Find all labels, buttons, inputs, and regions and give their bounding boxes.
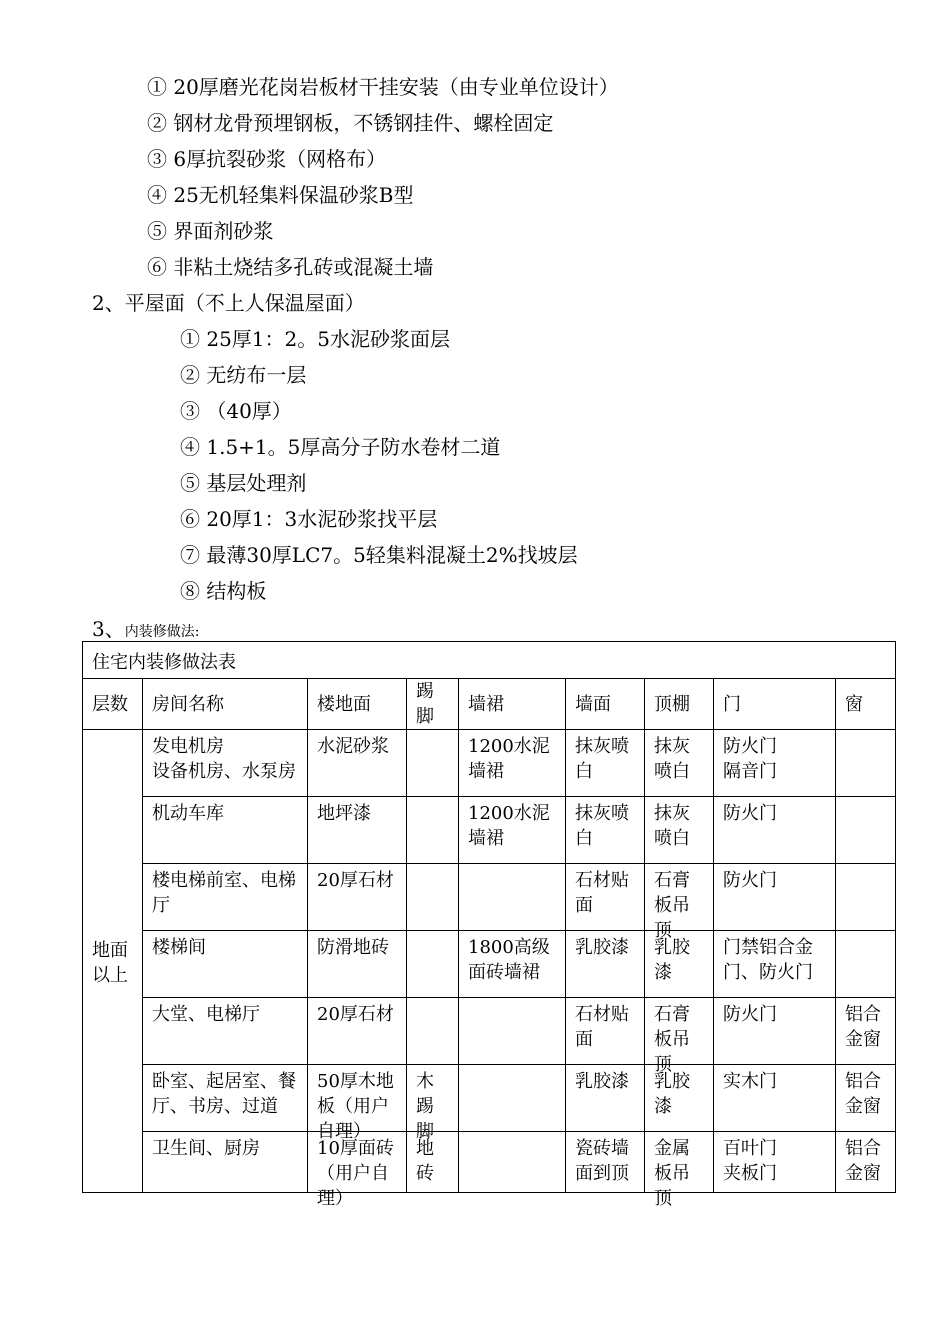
list1-item-5: ⑤ 界面剂砂浆 (147, 219, 274, 243)
cell-text: 机动车库 (152, 803, 224, 824)
cell-door (714, 998, 836, 1065)
cell-ceiling (645, 931, 714, 998)
cell-text: 防火门 (723, 1004, 777, 1025)
cell-skirting (407, 1132, 459, 1193)
cell-text: 防火门 (723, 803, 777, 824)
list2-item-3: ③ （40厚） (180, 399, 292, 423)
cell-text: 地坪漆 (317, 803, 371, 824)
cell-text: 乳胶漆 (575, 937, 629, 958)
cell-text: 铝合金窗 (845, 1004, 881, 1050)
cell-text: 水泥砂浆 (317, 736, 389, 757)
interior-finish-table (82, 641, 896, 1209)
table-row (83, 797, 896, 864)
list2-item-2: ② 无纺布一层 (180, 363, 307, 387)
cell-text: 大堂、电梯厅 (152, 1004, 260, 1025)
cell-text: 10厚面砖（用户自理） (317, 1138, 394, 1209)
cell-room (143, 998, 308, 1065)
cell-text: 石膏板吊顶 (654, 870, 690, 941)
cell-wall (566, 998, 645, 1065)
cell-text (468, 1002, 557, 1064)
table-row (83, 1065, 896, 1132)
cell-floor-finish (308, 730, 407, 797)
list2-item-4: ④ 1.5+1。5厚高分子防水卷材二道 (180, 435, 501, 459)
cell-text (845, 935, 887, 997)
list1-item-2: ② 钢材龙骨预埋钢板，不锈钢挂件、螺栓固定 (147, 111, 554, 135)
cell-floor-finish (308, 1132, 407, 1209)
header-skirting: 踢脚 (407, 679, 459, 730)
table-row (83, 864, 896, 931)
cell-skirting (407, 797, 459, 864)
cell-text: 楼电梯前室、电梯厅 (152, 870, 296, 916)
header-window: 窗 (836, 679, 896, 730)
table-body (83, 730, 896, 1209)
cell-window (836, 797, 896, 864)
cell-ceiling (645, 1065, 714, 1132)
cell-door (714, 864, 836, 931)
cell-wall (566, 1132, 645, 1193)
cell-dado (459, 1132, 566, 1193)
cell-text: 乳胶漆 (575, 1071, 629, 1092)
section3-number: 3、 (92, 617, 125, 641)
header-room: 房间名称 (143, 679, 308, 730)
cell-text: 木踢脚 (416, 1071, 434, 1142)
cell-window (836, 931, 896, 998)
cell-text: 防火门 隔音门 (723, 736, 777, 782)
cell-room (143, 1132, 308, 1193)
cell-skirting (407, 730, 459, 797)
table-header-row (83, 679, 896, 730)
cell-text (468, 1069, 557, 1131)
section3-label: 内装修做法: (124, 624, 200, 640)
cell-text: 卧室、起居室、餐厅、书房、过道 (152, 1071, 296, 1117)
cell-text (845, 734, 887, 796)
section2-heading: 2、平屋面（不上人保温屋面） (92, 291, 365, 315)
cell-text: 石膏板吊顶 (654, 1004, 690, 1075)
list2-item-8: ⑧ 结构板 (180, 579, 267, 603)
cell-text: 石材贴面 (575, 870, 629, 916)
cell-ceiling (645, 730, 714, 797)
cell-text: 50厚木地板（用户自理） (317, 1071, 394, 1142)
cell-text: 抹灰喷白 (654, 736, 690, 782)
cell-text: 乳胶漆 (654, 1071, 690, 1117)
cell-floor-finish (308, 931, 407, 998)
cell-door (714, 1132, 836, 1193)
cell-room (143, 797, 308, 864)
cell-text (416, 868, 450, 930)
cell-skirting (407, 931, 459, 998)
cell-wall (566, 864, 645, 931)
cell-text (845, 801, 887, 863)
cell-dado (459, 730, 566, 797)
cell-door (714, 1065, 836, 1132)
list2-item-6: ⑥ 20厚1：3水泥砂浆找平层 (180, 507, 438, 531)
cell-text (416, 734, 450, 796)
cell-text: 1200水泥墙裙 (468, 736, 550, 782)
cell-text (416, 1002, 450, 1064)
cell-text: 发电机房 设备机房、水泵房 (152, 736, 296, 782)
table-caption: 住宅内装修做法表 (83, 642, 896, 679)
cell-door (714, 797, 836, 864)
cell-ceiling (645, 864, 714, 941)
cell-text: 铝合金窗 (845, 1071, 881, 1117)
cell-wall (566, 931, 645, 998)
cell-wall (566, 797, 645, 864)
cell-ceiling (645, 1132, 714, 1209)
cell-room (143, 730, 308, 797)
cell-text: 门禁铝合金门、防火门 (723, 937, 813, 983)
cell-window (836, 864, 896, 931)
cell-text: 楼梯间 (152, 937, 206, 958)
cell-room (143, 864, 308, 931)
list2-item-7: ⑦ 最薄30厚LC7。5轻集料混凝土2%找坡层 (180, 543, 578, 567)
table-row (83, 931, 896, 998)
cell-text: 抹灰喷白 (575, 803, 629, 849)
cell-text: 地砖 (416, 1138, 434, 1184)
cell-ceiling (645, 998, 714, 1075)
cell-text (468, 1136, 557, 1192)
floor-label: 地面以上 (92, 940, 128, 986)
cell-text: 1800高级面砖墙裙 (468, 937, 550, 983)
cell-door (714, 730, 836, 797)
cell-text (416, 935, 450, 997)
header-door: 门 (714, 679, 836, 730)
list2-item-1: ① 25厚1：2。5水泥砂浆面层 (180, 327, 450, 351)
cell-text: 铝合金窗 (845, 1138, 881, 1184)
cell-text: 石材贴面 (575, 1004, 629, 1050)
cell-text (845, 868, 887, 930)
floor-label-cell (83, 730, 143, 1193)
list1-item-3: ③ 6厚抗裂砂浆（网格布） (147, 147, 387, 171)
list2-item-5: ⑤ 基层处理剂 (180, 471, 307, 495)
cell-text: 20厚石材 (317, 1004, 394, 1025)
header-dado: 墙裙 (459, 679, 566, 730)
cell-text: 抹灰喷白 (654, 803, 690, 849)
list1-item-1: ① 20厚磨光花岗岩板材干挂安装（由专业单位设计） (147, 75, 619, 99)
cell-skirting (407, 1065, 459, 1142)
list1-item-4: ④ 25无机轻集料保温砂浆B型 (147, 183, 414, 207)
cell-dado (459, 797, 566, 864)
cell-floor-finish (308, 998, 407, 1065)
cell-floor-finish (308, 797, 407, 864)
cell-text: 20厚石材 (317, 870, 394, 891)
cell-ceiling (645, 797, 714, 864)
cell-dado (459, 864, 566, 931)
table-row (83, 730, 896, 797)
cell-text: 卫生间、厨房 (152, 1138, 260, 1159)
cell-text: 瓷砖墙面到顶 (575, 1138, 629, 1184)
cell-room (143, 1065, 308, 1132)
cell-text (468, 868, 557, 930)
cell-text: 百叶门 夹板门 (723, 1138, 777, 1184)
cell-window (836, 1132, 896, 1193)
cell-wall (566, 1065, 645, 1132)
cell-window (836, 1065, 896, 1132)
cell-text: 乳胶漆 (654, 937, 690, 983)
cell-text (416, 801, 450, 863)
cell-wall (566, 730, 645, 797)
cell-window (836, 730, 896, 797)
cell-text: 实木门 (723, 1071, 777, 1092)
header-ceiling: 顶棚 (645, 679, 714, 730)
cell-skirting (407, 998, 459, 1065)
cell-door (714, 931, 836, 998)
header-floor-finish: 楼地面 (308, 679, 407, 730)
cell-text: 防火门 (723, 870, 777, 891)
cell-skirting (407, 864, 459, 931)
table-row (83, 998, 896, 1065)
cell-floor-finish (308, 1065, 407, 1142)
header-floor: 层数 (83, 679, 143, 730)
cell-text: 防滑地砖 (317, 937, 389, 958)
cell-text: 1200水泥墙裙 (468, 803, 550, 849)
cell-room (143, 931, 308, 998)
cell-text: 抹灰喷白 (575, 736, 629, 782)
cell-floor-finish (308, 864, 407, 931)
table-row (83, 1132, 896, 1193)
cell-dado (459, 998, 566, 1065)
list1-item-6: ⑥ 非粘土烧结多孔砖或混凝土墙 (147, 255, 434, 279)
cell-text: 金属板吊顶 (654, 1138, 690, 1209)
header-wall: 墙面 (566, 679, 645, 730)
cell-dado (459, 1065, 566, 1132)
cell-dado (459, 931, 566, 998)
cell-window (836, 998, 896, 1065)
